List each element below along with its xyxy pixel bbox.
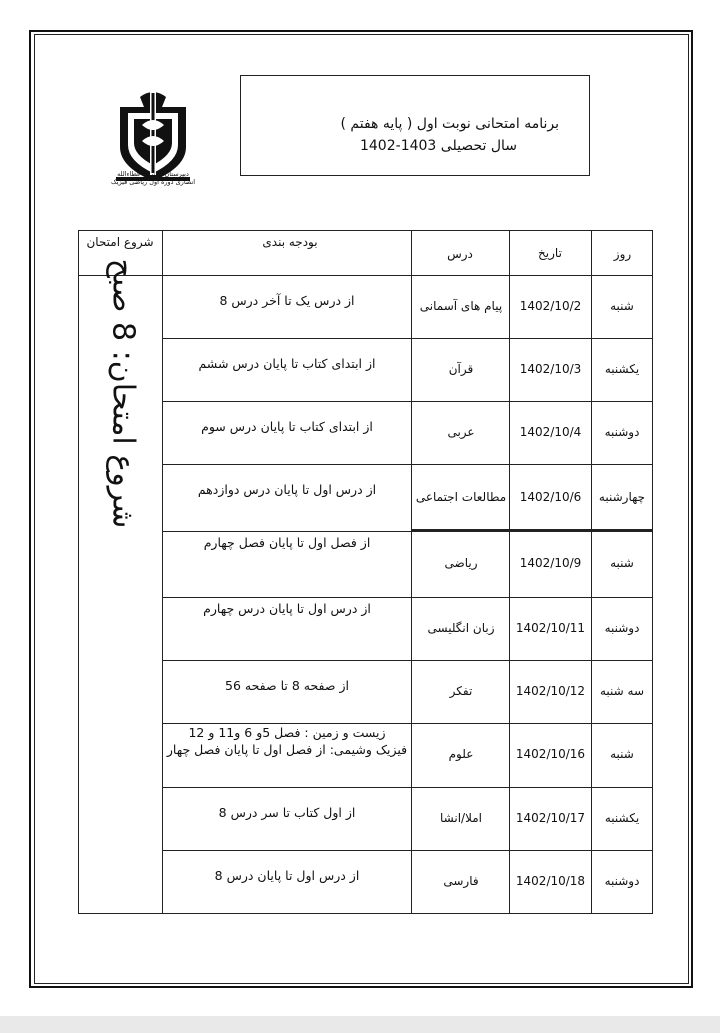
- row-budget: از اول کتاب تا سر درس 8: [218, 805, 356, 820]
- row-budget: از فصل اول تا پایان فصل چهارم: [203, 535, 371, 550]
- row-date: 1402/10/16: [515, 747, 586, 761]
- row-subject: فارسی: [443, 873, 479, 888]
- row-date: 1402/10/17: [515, 810, 586, 825]
- row-subject: تفکر: [449, 683, 473, 698]
- row-day: یکشنبه: [604, 810, 640, 825]
- row-budget: از درس اول تا پایان درس دوازدهم: [197, 482, 377, 497]
- row-date: 1402/10/6: [519, 489, 582, 504]
- header-start: شروع امتحان: [86, 235, 154, 249]
- row-date: 1402/10/2: [519, 298, 582, 313]
- row-subject: ریاضی: [444, 556, 478, 570]
- row-date: 1402/10/4: [519, 424, 582, 439]
- row-date: 1402/10/11: [515, 620, 586, 635]
- academic-year: سال تحصیلی 1403-1402: [359, 138, 517, 154]
- row-budget: از ابتدای کتاب تا پایان درس ششم: [198, 356, 376, 371]
- row-subject: علوم: [448, 747, 474, 761]
- row-subject: زبان انگلیسی: [427, 620, 495, 635]
- row-budget-line2: فیزیک وشیمی: از فصل اول تا پایان فصل چهار: [166, 742, 408, 757]
- row-date: 1402/10/18: [515, 873, 586, 888]
- header-day: روز: [613, 247, 632, 261]
- row-budget: از درس اول تا پایان درس چهارم: [203, 601, 371, 616]
- row-day: یکشنبه: [604, 361, 640, 376]
- row-day: چهارشنبه: [598, 489, 646, 504]
- row-subject: عربی: [447, 424, 475, 439]
- page-title: برنامه امتحانی نوبت اول ( پایه هفتم ): [340, 116, 559, 132]
- header-subject: درس: [447, 247, 473, 261]
- row-budget: از صفحه 8 تا صفحه 56: [225, 678, 349, 693]
- row-budget: زیست و زمین : فصل 5و 6 و11 و 12: [188, 725, 386, 740]
- title-box: [240, 75, 590, 176]
- row-subject: املا/انشا: [440, 810, 482, 825]
- row-day: دوشنبه: [604, 424, 640, 439]
- row-date: 1402/10/12: [515, 683, 586, 698]
- row-day: شنبه: [610, 747, 634, 761]
- row-day: دوشنبه: [604, 620, 640, 635]
- row-subject: قرآن: [448, 361, 474, 376]
- row-day: شنبه: [610, 556, 634, 570]
- row-day: شنبه: [610, 298, 634, 313]
- row-day: دوشنبه: [604, 873, 640, 888]
- row-subject: مطالعات اجتماعی: [415, 489, 507, 504]
- row-day: سه شنبه: [599, 683, 645, 698]
- row-budget: از درس اول تا پایان درس 8: [214, 868, 360, 883]
- row-date: 1402/10/9: [519, 556, 582, 570]
- emblem-caption: دبیرستان دخترانه عطاءالله انصاری دوره اول ریاضی فیزیک: [110, 170, 196, 186]
- header-date: تاریخ: [538, 246, 562, 260]
- row-budget: از ابتدای کتاب تا پایان درس سوم: [201, 419, 373, 434]
- row-subject: پیام های آسمانی: [419, 298, 503, 313]
- header-budget: بودجه بندی: [262, 235, 318, 249]
- row-budget: از درس یک تا آخر درس 8: [219, 293, 355, 308]
- row-date: 1402/10/3: [519, 361, 582, 376]
- start-time-vertical: شروع امتحان: 8 صبح: [105, 258, 141, 529]
